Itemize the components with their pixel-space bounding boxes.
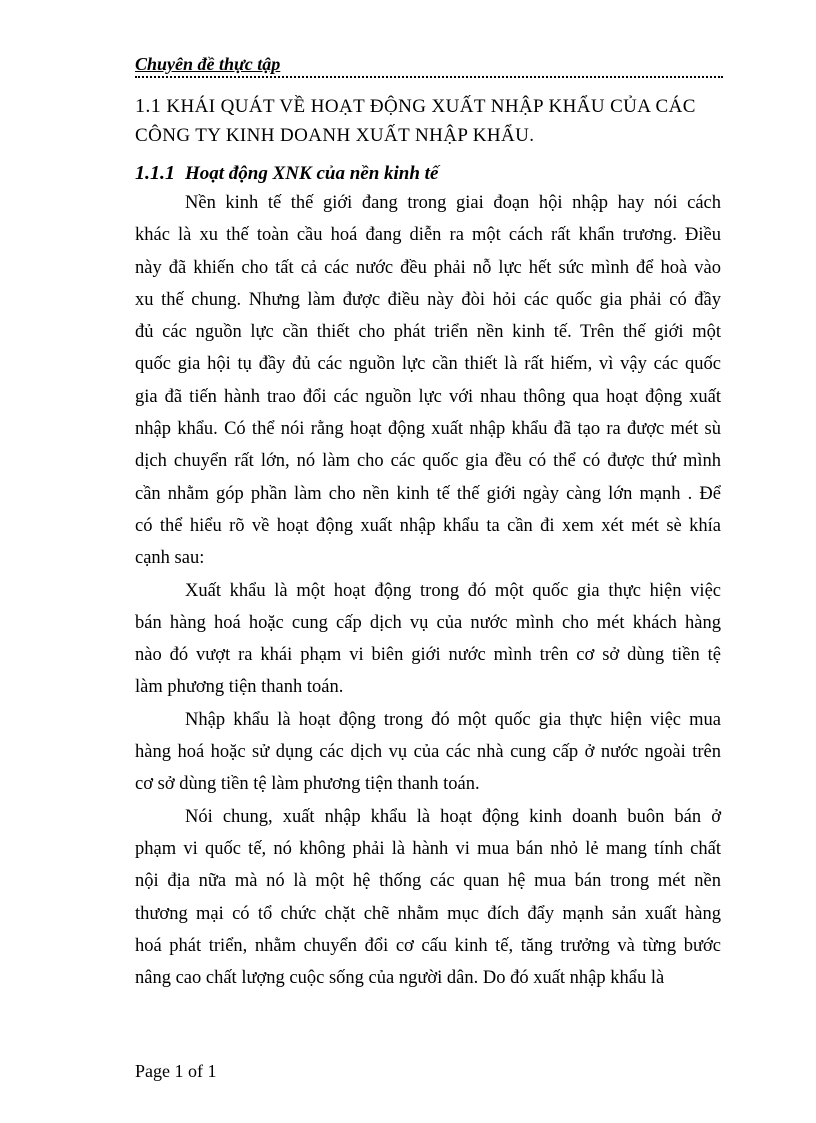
subsection-number: 1.1.1 [135,162,175,184]
paragraph-line: quốc gia hội tụ đầy đủ các nguồn lực cần thiết là rất hiếm, vì vậy các quốc [135,354,721,375]
section-heading-line-1 [135,92,723,121]
page-footer: Page 1 of 1 [135,1061,217,1081]
header-title: Chuyên đề thực tập [135,54,281,74]
paragraph-line: Nhập khẩu là hoạt động trong đó một quốc gia thực hiện việc mua [185,709,721,730]
paragraph-line: nội địa nữa mà nó là một hệ thống các quan hệ mua bán trong mét nền [135,871,721,892]
section-number: 1.1 [135,95,162,117]
paragraph-line: hàng hoá hoặc sử dụng các dịch vụ của các nhà cung cấp ở nước ngoài trên [135,742,721,763]
paragraph-line: có thể hiểu rõ về hoạt động xuất nhập khẩu ta cần đi xem xét mét sè khía [135,515,721,536]
paragraph-line: cơ sở dùng tiền tệ làm phương tiện thanh toán. [135,774,480,795]
paragraph-line: đủ các nguồn lực cần thiết cho phát triển nền kinh tế. Trên thế giới một [135,322,721,343]
paragraph-line: này đã khiến cho tất cả các nước đều phải nỗ lực hết sức mình để hoà vào [135,257,721,278]
subsection-title: Hoạt động XNK của nền kinh tế [185,163,439,184]
paragraph-line: dịch chuyển rất lớn, nó làm cho các quốc gia đều có thể có được thứ mình [135,451,721,472]
paragraph-line: nhập khẩu. Có thể nói rằng hoạt động xuất nhập khẩu đã tạo ra được mét sù [135,419,721,440]
section-heading-text-1: KHÁI QUÁT VỀ HOẠT ĐỘNG XUẤT NHẬP KHẨU CỦA CÁC [166,96,696,117]
paragraph-line: Xuất khẩu là một hoạt động trong đó một quốc gia thực hiện việc [185,580,721,601]
paragraph-line: xu thế chung. Nhưng làm được điều này đòi hỏi các quốc gia phải có đầy [135,289,721,310]
section-heading-1-1-1 [135,159,723,188]
page-header [135,52,723,78]
section-heading-text-2: CÔNG TY KINH DOANH XUẤT NHẬP KHẨU. [135,125,535,146]
paragraph-line: Nền kinh tế thế giới đang trong giai đoạn hội nhập hay nói cách [185,193,721,213]
section-heading-1-1 [135,92,723,150]
paragraph-line: Nói chung, xuất nhập khẩu là hoạt động kinh doanh buôn bán ở [185,806,721,827]
paragraph-line: khác là xu thế toàn cầu hoá đang diễn ra một cách rất khẩn trương. Điều [135,225,721,246]
paragraph-line: làm phương tiện thanh toán. [135,677,344,698]
paragraph-line: nâng cao chất lượng cuộc sống của người dân. Do đó xuất nhập khẩu là [135,968,665,989]
paragraph-line: hoá phát triển, nhằm chuyển đổi cơ cấu kinh tế, tăng trưởng và từng bước [135,935,721,956]
paragraph-line: cần nhằm góp phần làm cho nền kinh tế thế giới ngày càng lớn mạnh . Để [135,483,721,504]
body-text [135,187,721,994]
paragraph-line: thương mại có tổ chức chặt chẽ nhằm mục đích đẩy mạnh sản xuất hàng [135,903,721,924]
paragraph-line: bán hàng hoá hoặc cung cấp dịch vụ của nước mình cho mét khách hàng [135,612,721,633]
paragraph-line: phạm vi quốc tế, nó không phải là hành vi mua bán nhỏ lẻ mang tính chất [135,838,721,859]
paragraph-line: gia đã tiến hành trao đổi các nguồn lực với nhau thông qua hoạt động xuất [135,386,721,407]
paragraph-line: cạnh sau: [135,548,205,569]
paragraph-line: nào đó vượt ra khái phạm vi biên giới nước mình trên cơ sở dùng tiền tệ [135,645,721,666]
